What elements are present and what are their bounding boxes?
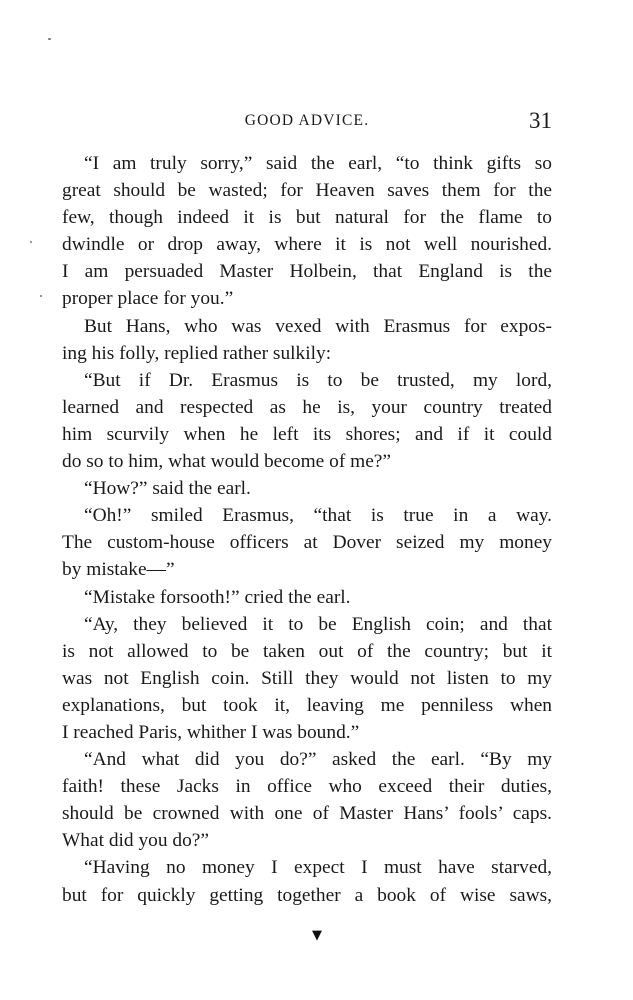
text-line: “Ay, they believed it to be English coin; and that	[84, 613, 552, 635]
text-line: “And what did you do?” asked the earl. “By my	[84, 749, 552, 771]
text-line: “Oh!” smiled Erasmus, “that is true in a way.	[84, 505, 552, 527]
text-line: “But if Dr. Erasmus is to be trusted, my lord,	[84, 369, 552, 391]
text-line: learned and respected as he is, your country treated	[62, 396, 552, 418]
page-speck	[48, 38, 51, 40]
running-head	[62, 108, 552, 138]
text-line: few, though indeed it is but natural for the flame to	[62, 207, 552, 229]
text-line: should be crowned with one of Master Hans’ fools’ caps.	[62, 803, 552, 825]
text-line: dwindle or drop away, where it is not well nourished.	[62, 234, 552, 256]
page-speck	[40, 295, 42, 297]
text-line: by mistake—”	[62, 559, 175, 581]
text-line: faith! these Jacks in office who exceed their duties,	[62, 776, 552, 798]
text-line: him scurvily when he left its shores; and if it could	[62, 423, 552, 445]
text-line: “Mistake forsooth!” cried the earl.	[84, 586, 351, 608]
text-line: I reached Paris, whither I was bound.”	[62, 721, 360, 743]
text-line: proper place for you.”	[62, 288, 234, 310]
body-text	[62, 150, 552, 909]
page-speck	[30, 241, 32, 243]
text-line: The custom-house officers at Dover seized my money	[62, 532, 552, 554]
text-line: I am persuaded Master Holbein, that England is the	[62, 261, 552, 283]
text-line: but for quickly getting together a book of wise saws,	[62, 884, 552, 906]
text-line: But Hans, who was vexed with Erasmus for expos-	[84, 315, 552, 337]
text-line: “How?” said the earl.	[84, 478, 251, 500]
text-line: is not allowed to be taken out of the country; but it	[62, 640, 552, 662]
text-line: great should be wasted; for Heaven saves them for the	[62, 180, 552, 202]
printer-ornament-icon: ▼	[312, 928, 322, 943]
text-line: do so to him, what would become of me?”	[62, 451, 392, 473]
text-line: What did you do?”	[62, 830, 210, 852]
text-line: was not English coin. Still they would not listen to my	[62, 667, 552, 689]
text-line: “I am truly sorry,” said the earl, “to think gifts so	[84, 153, 552, 174]
running-head-title: GOOD ADVICE.	[244, 112, 370, 129]
text-line: explanations, but took it, leaving me penniless when	[62, 694, 552, 716]
page-number: 31	[529, 108, 552, 133]
text-line: “Having no money I expect I must have starved,	[84, 857, 552, 879]
text-line: ing his folly, replied rather sulkily:	[62, 342, 332, 364]
